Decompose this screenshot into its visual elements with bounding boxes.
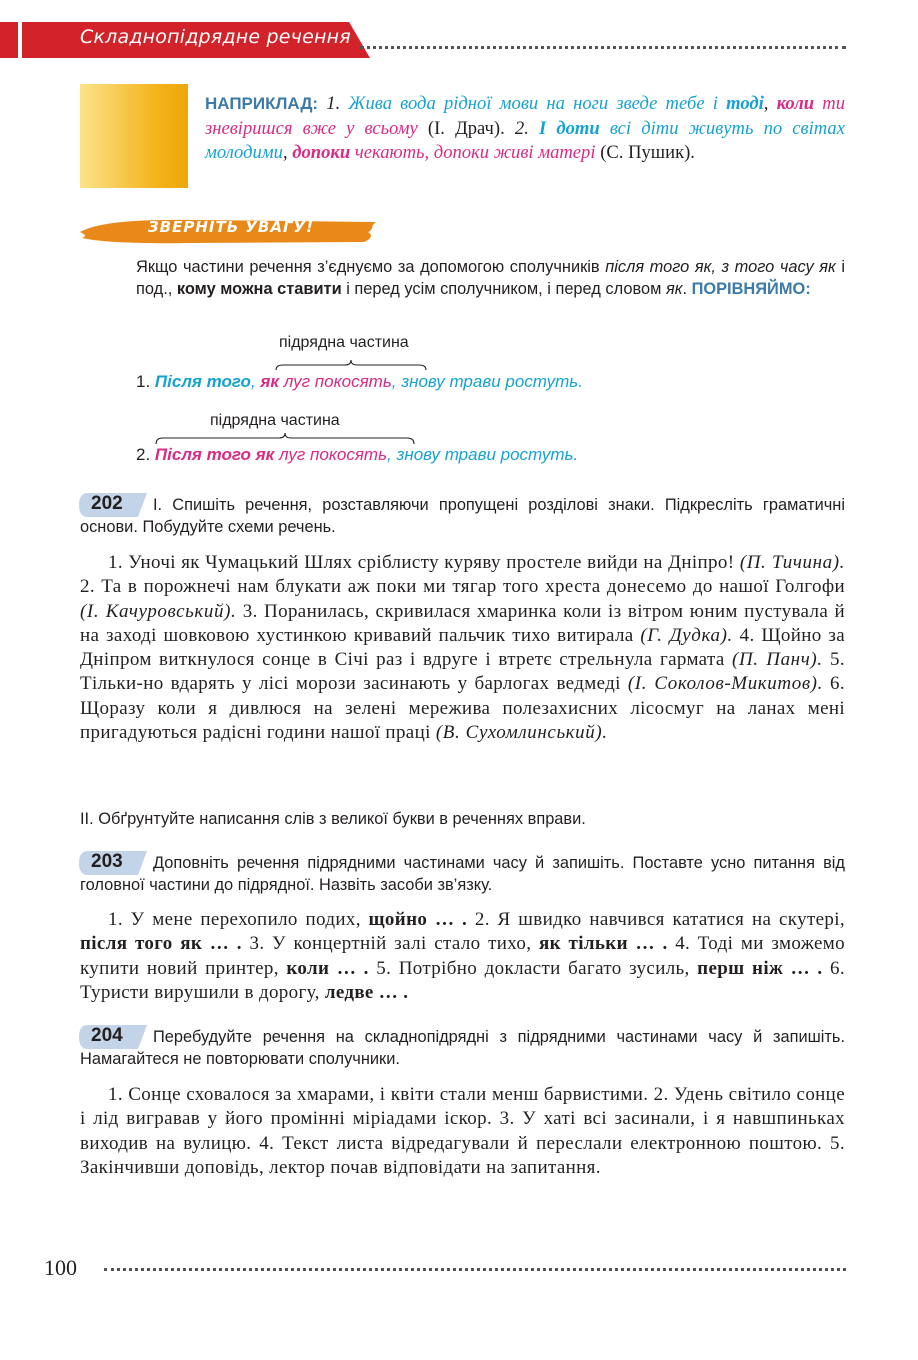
sentence: 2. Та в порожнечі нам блукати аж поки ми тягар того хреста донесемо до нашої Голгофи	[80, 576, 845, 598]
exercise-task: Доповніть речення підрядними частинами часу й запишіть. Поставте усно питання від головної частини до підрядної. Назвіть засоби зв’язку.	[80, 854, 845, 894]
sentence-author: (П. Тичина).	[739, 552, 846, 573]
comparison-conjunction: Після того	[154, 372, 251, 391]
example-conjunction: І доти	[538, 117, 600, 139]
page-number: 100	[44, 1255, 77, 1280]
header-dotted-rule	[360, 46, 846, 49]
sentence: 1. Уночі як Чумацький Шлях сріблисту куряву простеле вийди на Дніпро!	[108, 552, 735, 573]
conjunction-gap: як тільки … .	[539, 933, 668, 955]
sentence: 4. Тоді ми зможемо купити новий принтер,	[80, 933, 845, 979]
conjunction-gap: коли … .	[286, 957, 369, 979]
comparison-main-clause: знову трави ростуть.	[396, 445, 579, 464]
exercise-task: І. Спишіть речення, розставляючи пропущені розділові знаки. Підкресліть граматичні основи. Побудуйте схеми речень.	[80, 496, 845, 536]
compare-label: ПОРІВНЯЙМО:	[691, 280, 811, 298]
attention-emphasis: кому можна ставити	[176, 280, 342, 298]
sentence-author: (П. Панч).	[732, 649, 823, 671]
sentence: 5. Тільки-но вдарять у лісі морози засинають у барлогах ведмеді	[80, 649, 845, 695]
attention-word: як	[665, 280, 683, 298]
comparison-clause: луг покосять	[279, 445, 388, 464]
clause-brace	[275, 358, 427, 372]
example-conjunction: тоді	[726, 93, 764, 114]
comparison-clause: луг покосять	[283, 372, 392, 391]
header-edge-marker	[0, 22, 18, 58]
exercise-text	[80, 551, 845, 745]
sentence: 3. У концертній залі стало тихо,	[249, 933, 532, 955]
attention-text-part: і перед усім сполучником, і перед словом	[346, 280, 662, 298]
conjunction-gap: щойно … .	[368, 909, 468, 930]
example-text: чекають, допоки живі матері	[354, 142, 596, 163]
section-title: Складнопідрядне речення	[80, 26, 351, 48]
attention-conjunctions: після того як, з того часу як	[605, 258, 836, 276]
example-text: Жива вода рідної мови на ноги зведе тебе і	[348, 93, 718, 114]
example-number: 2.	[514, 117, 529, 139]
comparison-example-1: 1. Після того, як луг покосять, знову трави ростуть.	[136, 372, 583, 391]
exercise-text	[80, 908, 845, 1005]
clause-brace	[155, 432, 415, 446]
example-source: (І. Драч).	[427, 117, 505, 139]
comparison-example-2: 2. Після того як луг покосять, знову трави ростуть.	[136, 445, 579, 464]
clause-label: підрядна частина	[210, 412, 340, 429]
clause-label: підрядна частина	[279, 334, 409, 351]
sentence-author: (В. Сухомлинський).	[435, 722, 608, 744]
attention-text: Якщо частини речення з’єднуємо за допомогою сполучників після того як, з того часу як і под., кому можна ставити і перед усім сполучником, і перед словом як. ПОРІВНЯЙМО:	[136, 258, 845, 298]
sentence: 2. Я швидко навчився кататися на скутері,	[474, 909, 845, 930]
example-conjunction: коли	[776, 93, 815, 114]
sentence: 1. У мене перехопило подих,	[108, 909, 361, 930]
example-text: ти зневіришся вже у всьому	[205, 93, 845, 139]
exercise-number: 202	[91, 493, 123, 514]
conjunction-gap: після того як … .	[80, 933, 242, 955]
sentence-author: (І. Качуровський).	[80, 600, 237, 622]
exercise-task-2: ІІ. Обґрунтуйте написання слів з великої букви в реченнях вправи.	[80, 810, 586, 828]
example-block: НАПРИКЛАД: 1. Жива вода рідної мови на ноги зведе тебе і тоді, коли ти зневіришся вже у всьому (І. Драч). 2. І доти всі діти живуть по світах молодими, допоки чекають, допоки живі матері (С. Пушик).	[205, 93, 845, 163]
conjunction-gap: ледве … .	[324, 981, 409, 1003]
sentence: 4. Щойно за Дніпром виткнулося сонце в Січі раз і вдруге і втретє стрельнула гармата	[80, 624, 845, 671]
sentence: 6. Туристи вирушили в дорогу,	[80, 957, 845, 1003]
example-text: всі діти живуть по світах молодими	[205, 117, 845, 163]
exercise-number: 203	[91, 851, 123, 872]
sentence-author: (Г. Дудка).	[640, 624, 733, 646]
comparison-number: 2.	[136, 445, 151, 464]
sentence-author: (І. Соколов-Микитов).	[627, 673, 823, 695]
attention-text-part: і под.,	[136, 258, 845, 298]
footer-dotted-rule	[104, 1268, 846, 1271]
sentence: 6. Щоразу коли я дивлюся на зелені мережива полезахисних лісосмуг на ланах мені пригадуються радісні години нашої праці	[80, 673, 845, 744]
comparison-conjunction: Після того як	[154, 445, 275, 464]
exercise-task: Перебудуйте речення на складнопідрядні з підрядними частинами часу й запишіть. Намагайтеся не повторювати сполучники.	[80, 1028, 845, 1068]
example-label: НАПРИКЛАД:	[205, 94, 319, 113]
example-conjunction: допоки	[292, 142, 351, 163]
attention-text-part: Якщо частини речення з’єднуємо за допомогою сполучників	[136, 258, 600, 276]
conjunction-gap: перш ніж … .	[697, 957, 823, 979]
example-marker-bar	[80, 84, 188, 188]
example-number: 1.	[326, 93, 341, 114]
comparison-main-clause: знову трави ростуть.	[401, 372, 583, 391]
attention-title: ЗВЕРНІТЬ УВАГУ!	[148, 218, 314, 236]
comparison-conjunction: як	[260, 372, 280, 391]
sentence: 5. Потрібно докласти багато зусиль,	[376, 957, 690, 979]
comparison-number: 1.	[136, 372, 151, 391]
exercise-text: 1. Сонце сховалося за хмарами, і квіти стали менш барвистими. 2. Удень світило сонце і лід вигравав у його промінні міріадами іскор. 3. У хаті всі засинали, і я навшпиньках виходив на вулицю. 4. Текст листа відредагували й переслали електронною поштою. 5. Закінчивши доповідь, лектор почав відповідати на запитання.	[80, 1084, 845, 1178]
sentence: 3. Поранилась, скривилася хмаринка коли із вітром юним пустувала й на заході шовковою хустинкою кривавий пальчик тихо витирала	[80, 600, 845, 646]
exercise-number: 204	[91, 1025, 123, 1046]
example-source: (С. Пушик).	[600, 142, 695, 163]
